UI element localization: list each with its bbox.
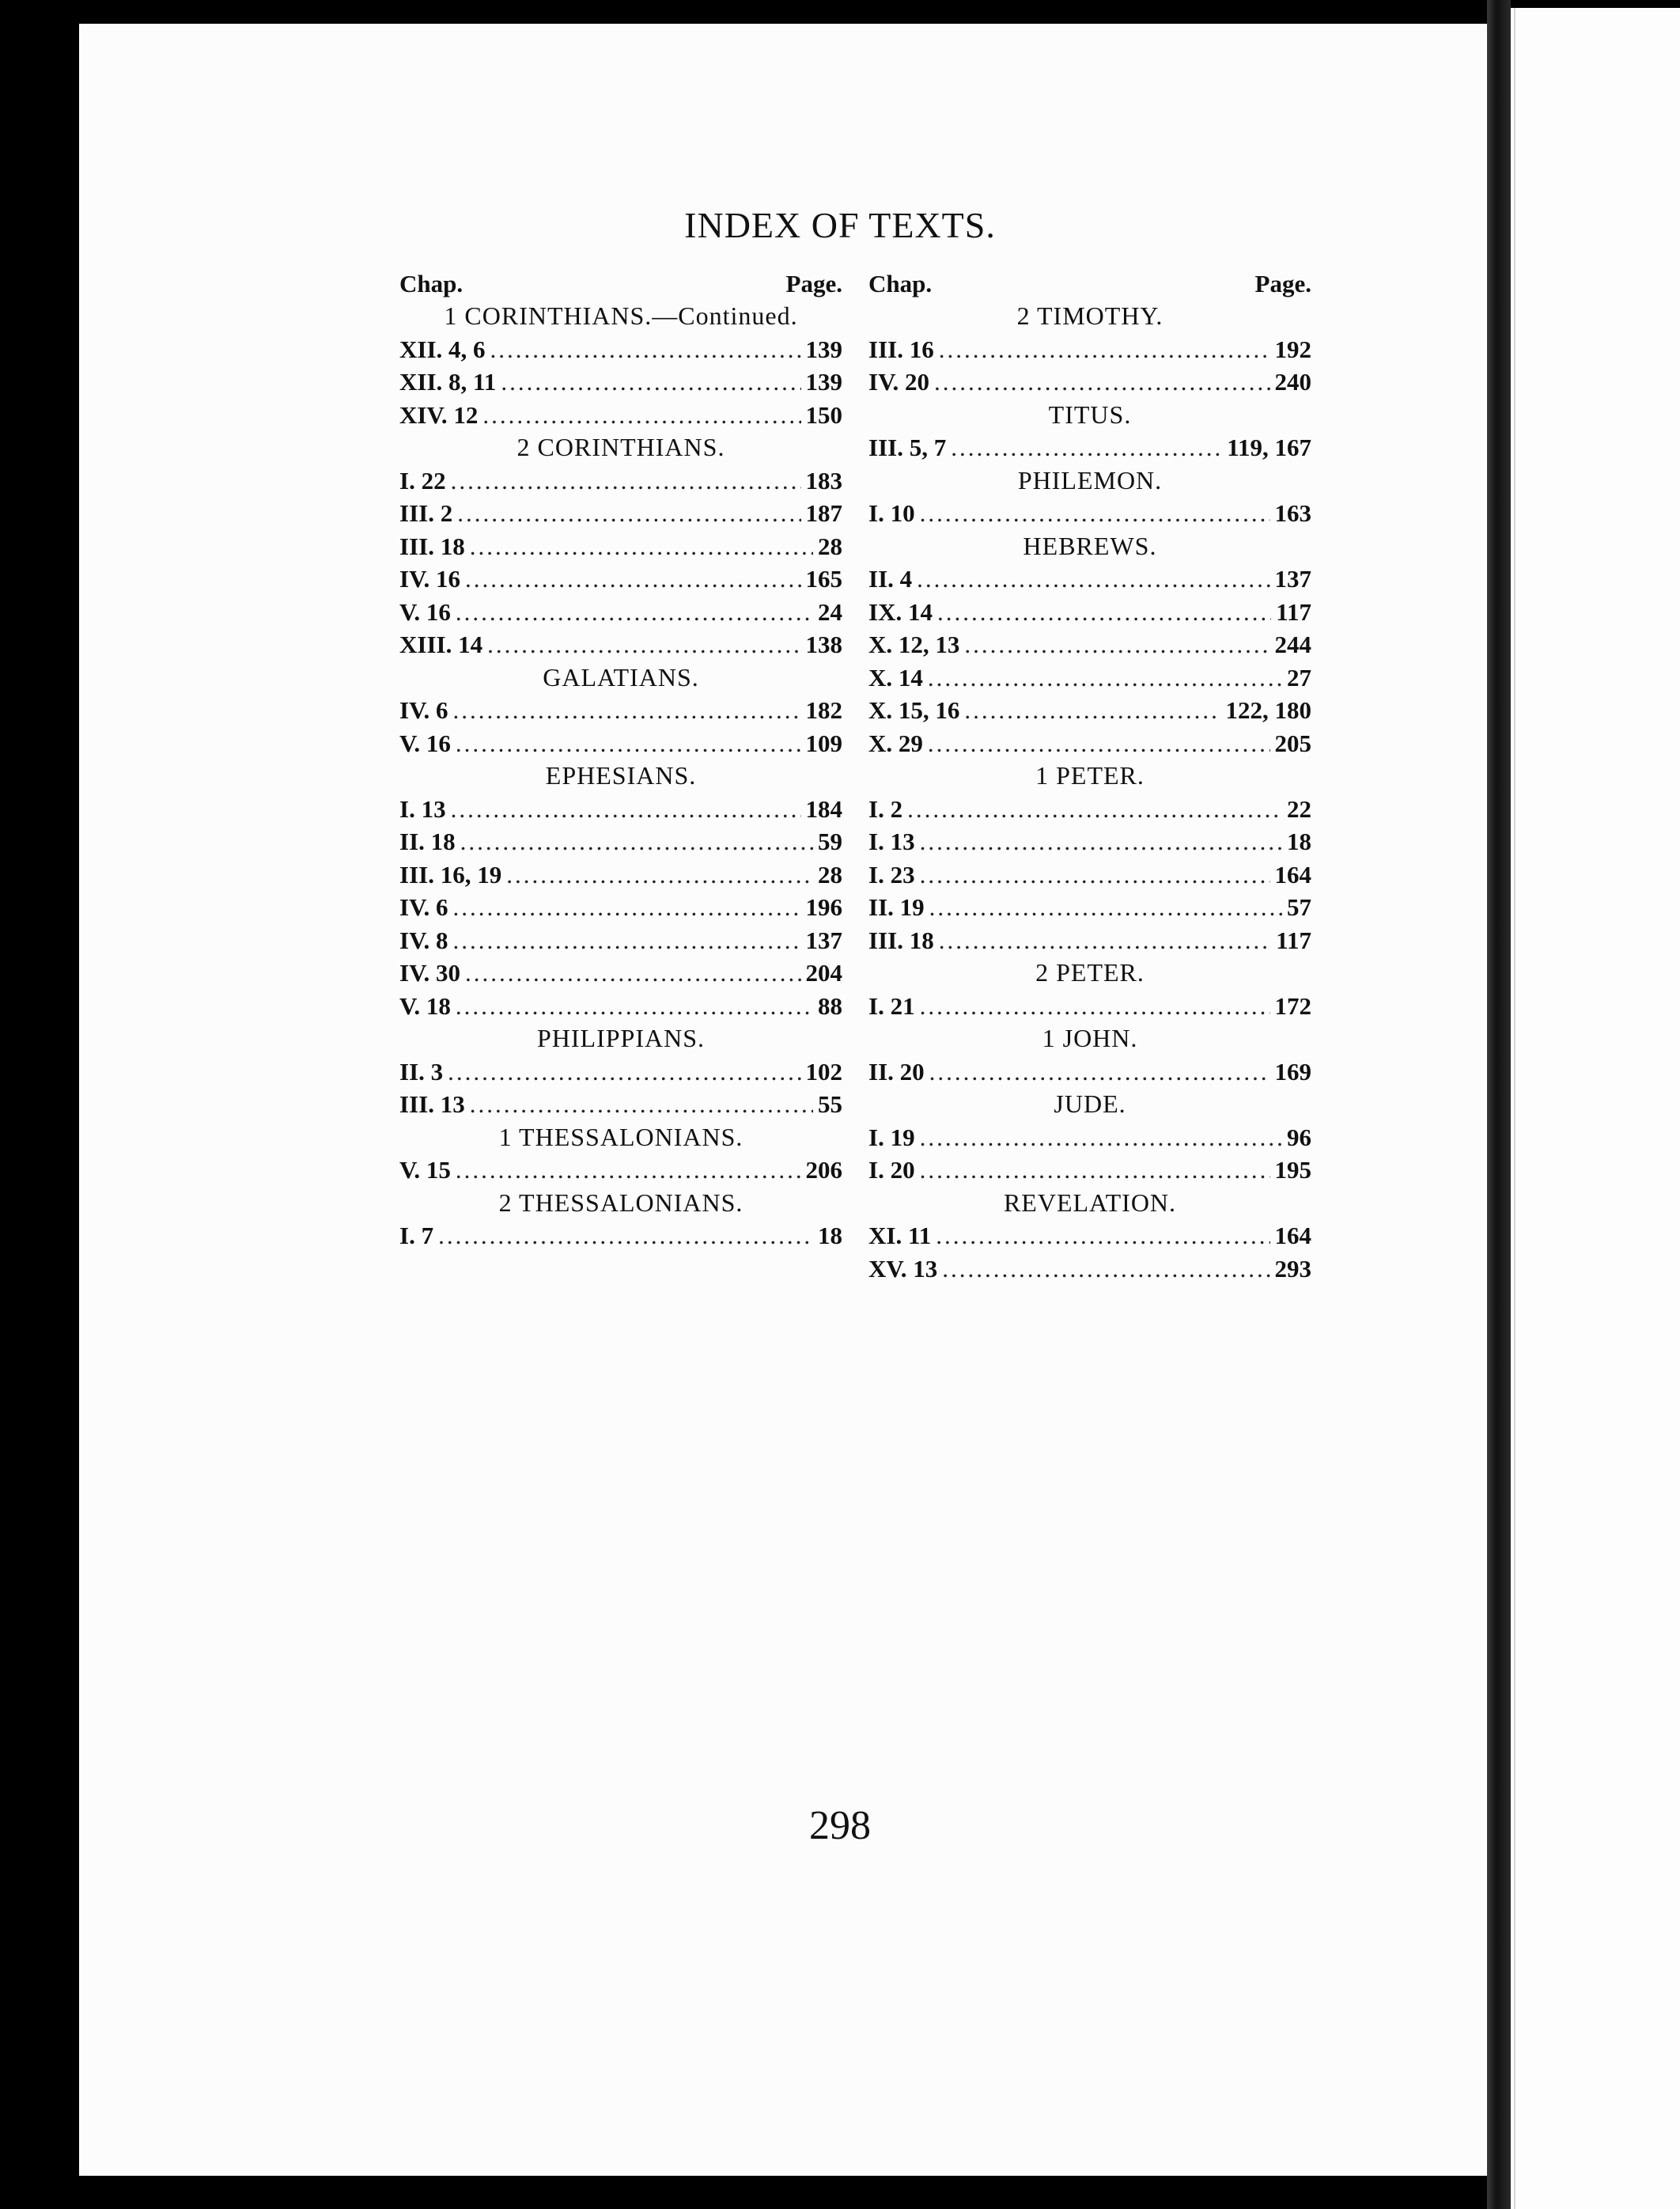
dot-leader [920,1154,1270,1187]
page-reference: 150 [805,400,842,429]
page-reference: 102 [805,1057,842,1086]
dot-leader [490,333,801,366]
dot-leader [456,990,813,1023]
chapter-verse: III. 5, 7 [868,434,947,461]
chapter-verse: IV. 6 [399,696,448,724]
page-reference: 55 [818,1090,842,1118]
chapter-verse: I. 21 [868,991,915,1020]
page-reference: 137 [805,926,842,954]
page-reference: 28 [818,532,842,560]
book-heading: 1 CORINTHIANS.—Continued. [444,301,798,330]
chapter-verse: XIV. 12 [399,400,479,429]
chapter-verse: I. 13 [868,828,915,855]
book-heading: GALATIANS. [543,662,699,691]
page-reference: 138 [805,631,842,658]
index-entry [868,858,1311,892]
dot-leader [937,596,1271,629]
chapter-verse: I. 22 [399,466,446,494]
chapter-verse: III. 18 [399,532,465,560]
entries-list [399,300,842,1252]
page-title: INDEX OF TEXTS. [684,205,996,245]
dot-leader [438,1219,813,1252]
page-reference: 18 [818,1222,842,1249]
index-entry [399,563,842,596]
index-entry [399,333,842,366]
chapter-verse: IV. 8 [399,926,448,954]
dot-leader [964,628,1269,661]
entries-list [868,300,1311,1285]
page-reference: 244 [1274,631,1311,658]
dot-leader [964,694,1220,727]
index-entry [399,793,842,826]
column-header [868,267,1311,300]
index-entry [399,825,842,858]
index-entry [868,891,1311,924]
chapter-verse: III. 2 [399,499,453,527]
page-reference: 117 [1276,597,1311,626]
page-reference: 59 [818,828,842,855]
dot-leader [448,1055,800,1089]
dot-leader [939,924,1272,957]
dot-leader [465,957,801,990]
index-entry [399,727,842,760]
book-heading: 1 PETER. [1035,761,1145,790]
page-reference: 27 [1287,663,1311,691]
index-entry [399,530,842,563]
chapter-verse: XV. 13 [868,1254,938,1283]
dot-leader [470,1088,813,1121]
book-heading: 1 THESSALONIANS. [498,1122,744,1151]
index-entry [868,694,1311,727]
chapter-verse: I. 10 [868,499,915,527]
page-reference: 196 [805,893,842,921]
book-heading: HEBREWS. [1023,531,1157,560]
index-entry [399,694,842,727]
dot-leader [934,366,1270,399]
chapter-verse: V. 16 [399,597,451,626]
page-reference: 172 [1274,991,1311,1020]
book-heading: 1 JOHN. [1042,1024,1138,1052]
page-reference: 205 [1274,729,1311,757]
chapter-verse: III. 13 [399,1090,465,1118]
book-heading: PHILIPPIANS. [536,1024,706,1052]
index-entry [868,1154,1311,1187]
page-reference: 195 [1274,1156,1311,1184]
book-heading: TITUS. [1048,400,1132,429]
dot-leader [460,825,813,858]
dot-leader [465,563,801,596]
page-reference: 164 [1274,1222,1311,1249]
chapter-verse: I. 23 [868,860,915,889]
page-reference: 18 [1287,828,1311,855]
chapter-verse: I. 20 [868,1156,915,1184]
index-entry [868,990,1311,1023]
index-entry [868,1252,1311,1286]
page-reference: 206 [805,1156,842,1184]
index-entry [399,990,842,1023]
dot-leader [457,497,800,530]
index-entry [868,1055,1311,1089]
page-reference: 109 [805,729,842,757]
page-reference: 22 [1287,794,1311,823]
book-heading: JUDE. [1054,1089,1126,1118]
chapter-verse: I. 2 [868,794,903,823]
chapter-verse: X. 14 [868,663,923,691]
page-reference: 139 [805,335,842,363]
index-entry [399,628,842,661]
index-entry [399,957,842,990]
facing-page [1511,8,1680,2209]
dot-leader [456,1154,801,1187]
book-heading: 2 PETER. [1035,958,1145,987]
chapter-verse: XIII. 14 [399,631,483,658]
dot-leader [456,596,813,629]
page-reference: 165 [805,565,842,593]
dot-leader [920,858,1270,892]
index-entry [868,366,1311,399]
dot-leader [470,530,813,563]
index-entry [868,497,1311,530]
index-entry [868,661,1311,695]
index-entry [399,924,842,957]
chapter-verse: I. 19 [868,1123,915,1151]
index-entry [399,1088,842,1121]
book-heading: 2 THESSALONIANS. [498,1188,744,1217]
dot-leader [920,825,1282,858]
index-entry [399,1055,842,1089]
index-entry [868,596,1311,629]
page-reference: 24 [818,597,842,626]
dot-leader [920,990,1270,1023]
chapter-verse: XI. 11 [868,1222,932,1249]
chapter-verse: I. 13 [399,794,446,823]
index-column-left [399,267,842,1252]
page-header: Page. [785,270,842,297]
chapter-verse: II. 4 [868,565,913,593]
chapter-verse: II. 3 [399,1057,444,1086]
dot-leader [482,399,800,432]
page-reference: 293 [1274,1254,1311,1283]
index-entry [399,891,842,924]
dot-leader [506,858,813,892]
dot-leader [951,431,1222,464]
page-reference: 183 [805,466,842,494]
page-reference: 28 [818,860,842,889]
page-reference: 169 [1274,1057,1311,1086]
dot-leader [451,793,801,826]
page-reference: 117 [1276,926,1311,954]
index-entry [868,727,1311,760]
index-entry [868,628,1311,661]
dot-leader [452,891,800,924]
index-entry [868,825,1311,858]
chapter-verse: IV. 6 [399,893,448,921]
dot-leader [452,924,800,957]
column-header [399,267,842,300]
dot-leader [920,497,1270,530]
page-reference: 182 [805,696,842,724]
index-entry [868,924,1311,957]
page-reference: 119, 167 [1227,434,1311,461]
chapter-verse: XII. 8, 11 [399,368,497,396]
page-reference: 163 [1274,499,1311,527]
book-heading: PHILEMON. [1017,465,1163,494]
chapter-verse: III. 16, 19 [399,860,502,889]
dot-leader [456,727,801,760]
dot-leader [942,1252,1269,1286]
index-entry [399,464,842,498]
chapter-verse: III. 18 [868,926,934,954]
chap-header: Chap. [399,270,464,297]
dot-leader [928,727,1270,760]
index-entry [399,858,842,892]
page-reference: 204 [805,959,842,987]
chapter-verse: X. 12, 13 [868,631,960,658]
chapter-verse: II. 18 [399,828,456,855]
page-header: Page. [1254,270,1311,297]
index-entry [868,1121,1311,1154]
chapter-verse: XII. 4, 6 [399,335,486,363]
book-heading: 2 TIMOTHY. [1016,301,1164,330]
chapter-verse: V. 16 [399,729,451,757]
page-reference: 88 [818,991,842,1020]
chapter-verse: IV. 20 [868,368,929,396]
chap-header: Chap. [868,270,933,297]
dot-leader [939,333,1270,366]
dot-leader [452,694,800,727]
index-entry [399,1154,842,1187]
page-reference: 96 [1287,1123,1311,1151]
page-reference: 184 [805,794,842,823]
index-entry [868,793,1311,826]
dot-leader [501,366,800,399]
page-reference: 187 [805,499,842,527]
chapter-verse: V. 15 [399,1156,451,1184]
dot-leader [928,661,1282,695]
index-entry [868,333,1311,366]
chapter-verse: IV. 30 [399,959,460,987]
page-number: 298 [809,1803,871,1848]
chapter-verse: X. 15, 16 [868,696,960,724]
book-heading: REVELATION. [1003,1188,1177,1217]
chapter-verse: IV. 16 [399,565,460,593]
index-entry [399,366,842,399]
chapter-verse: I. 7 [399,1222,434,1249]
page-reference: 139 [805,368,842,396]
facing-page-edge [1514,8,1515,2209]
chapter-verse: V. 18 [399,991,451,1020]
page-reference: 122, 180 [1225,696,1311,724]
dot-leader [907,793,1282,826]
index-entry [399,1219,842,1252]
page-reference: 240 [1274,368,1311,396]
index-entry [399,399,842,432]
index-entry [868,563,1311,596]
dot-leader [451,464,801,498]
dot-leader [929,1055,1270,1089]
page-reference: 164 [1274,860,1311,889]
dot-leader [929,891,1282,924]
chapter-verse: IX. 14 [868,597,933,626]
index-entry [399,497,842,530]
index-column-right [868,267,1311,1285]
book-gutter [1487,0,1511,2209]
book-heading: 2 CORINTHIANS. [516,433,725,461]
dot-leader [936,1219,1269,1252]
chapter-verse: III. 16 [868,335,934,363]
page-reference: 137 [1274,565,1311,593]
chapter-verse: II. 19 [868,893,925,921]
dot-leader [920,1121,1282,1154]
dot-leader [487,628,800,661]
index-entry [868,431,1311,464]
dot-leader [917,563,1269,596]
chapter-verse: X. 29 [868,729,923,757]
index-entry [868,1219,1311,1252]
page-reference: 192 [1274,335,1311,363]
book-heading: EPHESIANS. [545,761,697,790]
page-reference: 57 [1287,893,1311,921]
chapter-verse: II. 20 [868,1057,925,1086]
index-entry [399,596,842,629]
